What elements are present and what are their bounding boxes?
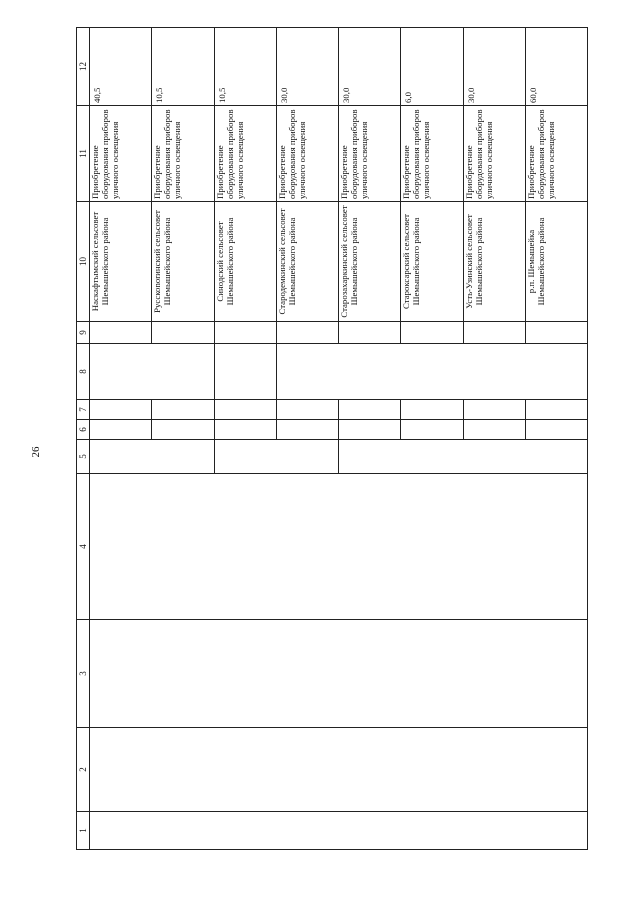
page-number: 26: [30, 446, 42, 458]
col-8-cell: [90, 344, 215, 400]
col-9-cell: [152, 322, 214, 344]
col-6-cell: [276, 420, 338, 440]
header-col-1: 1: [77, 812, 90, 850]
header-col-8: 8: [77, 344, 90, 400]
amount-value: 30,0: [339, 28, 401, 106]
col-7-cell: [401, 400, 463, 420]
purpose-text: Приобретение оборудования приборов уличного освещения: [463, 106, 525, 202]
amount-value: 6,0: [401, 28, 463, 106]
col-6-cell: [401, 420, 463, 440]
header-col-9: 9: [77, 322, 90, 344]
col-3-cell: [90, 620, 588, 728]
council-name: Старозахаркинский сельсовет Шемышейского района: [339, 202, 401, 322]
col-7-cell: [276, 400, 338, 420]
col-8-cell: [276, 344, 587, 400]
col-6-cell: [463, 420, 525, 440]
purpose-text: Приобретение оборудования приборов уличного освещения: [276, 106, 338, 202]
col-5-cell: [339, 440, 588, 474]
col-6-cell: [525, 420, 587, 440]
purpose-text: Приобретение оборудования приборов уличного освещения: [339, 106, 401, 202]
col-2-cell: [90, 728, 588, 812]
council-name: р.п. Шемышейка Шемышейского района: [525, 202, 587, 322]
col-7-cell: [525, 400, 587, 420]
purpose-text: Приобретение оборудования приборов уличного освещения: [525, 106, 587, 202]
purpose-text: Приобретение оборудования приборов уличного освещения: [90, 106, 152, 202]
council-name: Стародемкинский сельсовет Шемышейского района: [276, 202, 338, 322]
amount-value: 30,0: [463, 28, 525, 106]
col-9-cell: [463, 322, 525, 344]
council-name: Русскоnorинский сельсовет Шемышейского района: [152, 202, 214, 322]
header-col-5: 5: [77, 440, 90, 474]
header-col-6: 6: [77, 420, 90, 440]
column-number-row: [77, 28, 90, 850]
col-9-cell: [339, 322, 401, 344]
header-col-4: 4: [77, 474, 90, 620]
purpose-text: Приобретение оборудования приборов уличного освещения: [401, 106, 463, 202]
header-col-10: 10: [77, 202, 90, 322]
header-col-12: 12: [77, 28, 90, 106]
col-6-cell: [90, 420, 152, 440]
rotated-table-frame: [76, 28, 588, 850]
col-7-cell: [152, 400, 214, 420]
col-6-cell: [214, 420, 276, 440]
col-5-cell: [214, 440, 339, 474]
col-6-cell: [152, 420, 214, 440]
col-9-cell: [214, 322, 276, 344]
col-9-cell: [525, 322, 587, 344]
col-7-cell: [90, 400, 152, 420]
council-name: Усть-Узинский сельсовет Шемышейского района: [463, 202, 525, 322]
col-9-cell: [276, 322, 338, 344]
col-6-cell: [339, 420, 401, 440]
amount-value: 40,5: [90, 28, 152, 106]
council-name: Староксарский сельсовет Шемышейского района: [401, 202, 463, 322]
col-9-cell: [401, 322, 463, 344]
header-col-2: 2: [77, 728, 90, 812]
purpose-text: Приобретение оборудования приборов уличного освещения: [152, 106, 214, 202]
col-1-cell: [90, 812, 588, 850]
amount-value: 10,5: [214, 28, 276, 106]
header-col-11: 11: [77, 106, 90, 202]
council-name: Наскафтымский сельсовет Шемышейского района: [90, 202, 152, 322]
amount-value: 10,5: [152, 28, 214, 106]
col-7-cell: [463, 400, 525, 420]
subsidy-table: [76, 27, 588, 850]
col-7-cell: [339, 400, 401, 420]
col-9-cell: [90, 322, 152, 344]
purpose-text: Приобретение оборудования приборов уличного освещения: [214, 106, 276, 202]
amount-value: 60,0: [525, 28, 587, 106]
council-name: Синодский сельсовет Шемышейского района: [214, 202, 276, 322]
col-4-cell: [90, 474, 588, 620]
col-8-cell: [214, 344, 276, 400]
table-container: [76, 28, 588, 850]
header-col-3: 3: [77, 620, 90, 728]
col-7-cell: [214, 400, 276, 420]
amount-value: 30,0: [276, 28, 338, 106]
header-col-7: 7: [77, 400, 90, 420]
col-5-cell: [90, 440, 215, 474]
table-row: [90, 28, 152, 850]
